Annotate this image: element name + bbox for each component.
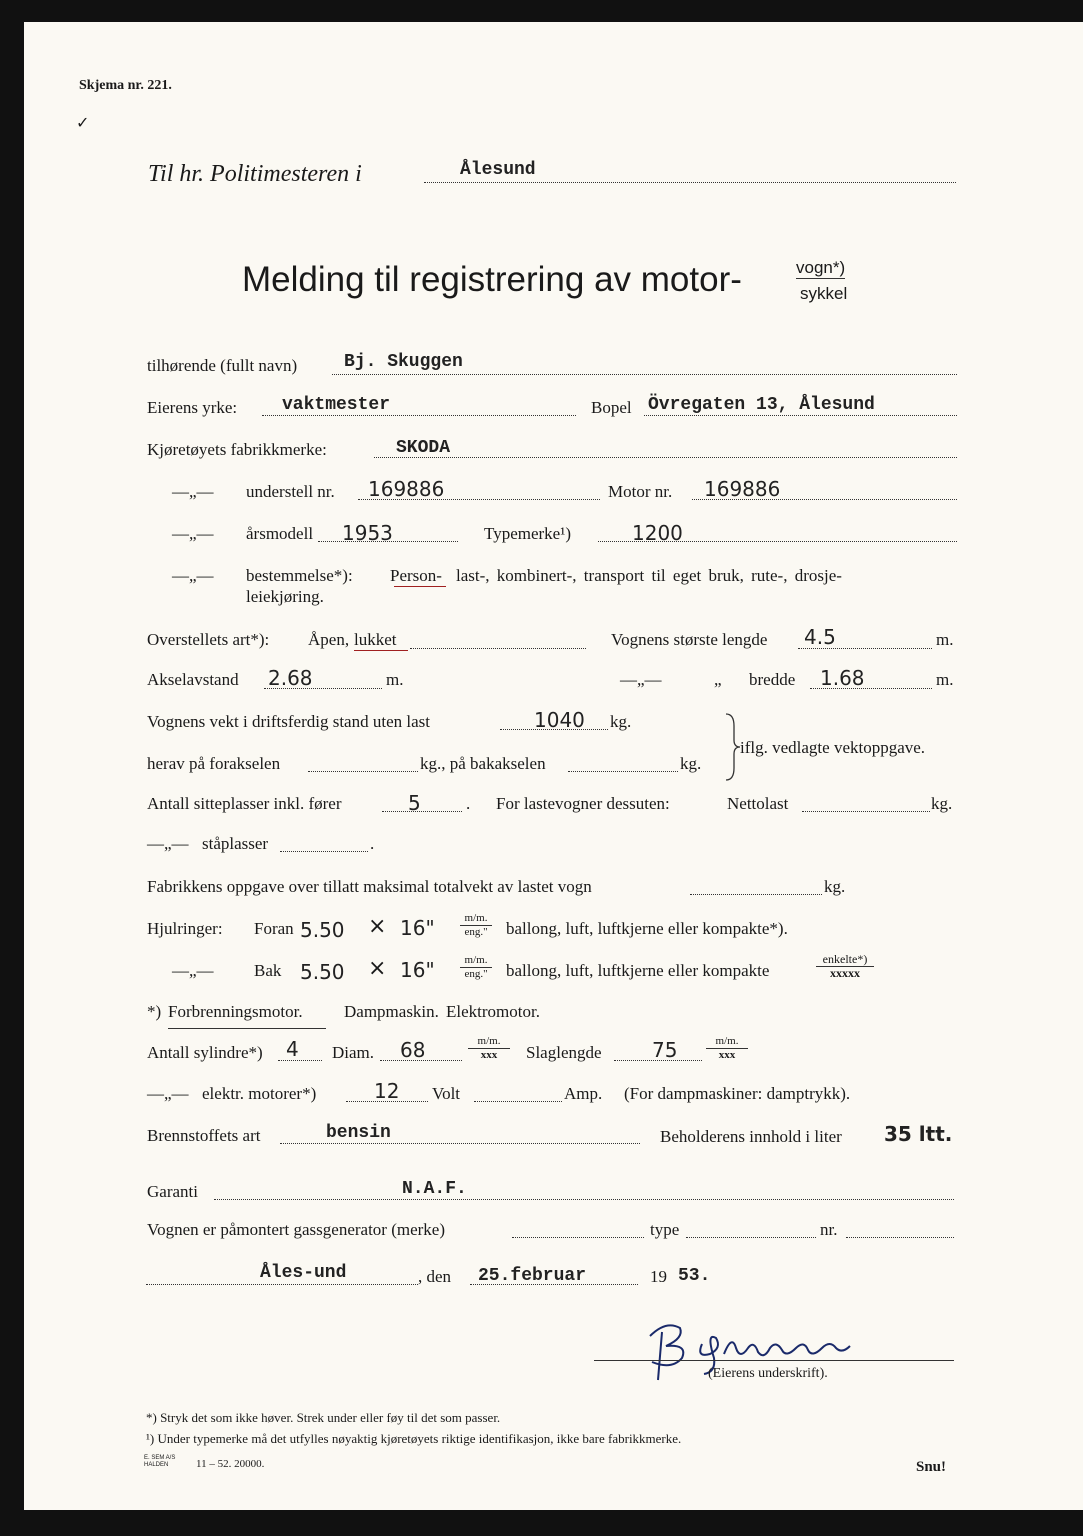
addressee-line	[424, 182, 956, 183]
stroke-unit: m/m. xxx	[706, 1036, 748, 1061]
tires-rear-diam: 16"	[400, 958, 435, 982]
purpose-line2: leiekjøring.	[246, 587, 324, 606]
gas-nr-line	[846, 1237, 954, 1238]
diam-label: Diam.	[332, 1043, 375, 1062]
type-value: 1200	[632, 521, 683, 545]
diam-unit: m/m. xxx	[468, 1036, 510, 1061]
chassis-label: understell nr.	[246, 482, 335, 501]
stroke-label: Slaglengde	[526, 1043, 602, 1062]
owner-line	[332, 374, 957, 375]
body-open: Åpen,	[308, 630, 350, 649]
printer-mark: E. SEM A/S HALDEN	[144, 1455, 176, 1468]
make-label: Kjøretøyets fabrikkmerke:	[147, 440, 327, 459]
gas-type-label: type	[650, 1220, 680, 1239]
guarantee-value: N.A.F.	[402, 1179, 467, 1199]
times-icon: ×	[368, 956, 387, 981]
body-line	[410, 648, 586, 649]
times-icon: ×	[368, 914, 387, 939]
front-axle-label: herav på forakselen	[147, 754, 281, 773]
purpose-underline	[394, 586, 446, 587]
electric-label: elektr. motorer*)	[202, 1084, 317, 1103]
footnote-one: ¹) Under typemerke må det utfylles nøyaktig kjøretøyets riktige identifikasjon, ikke bare fabrikkmerke.	[146, 1431, 682, 1446]
volt-value: 12	[374, 1079, 400, 1103]
net-load-line	[802, 811, 930, 812]
place-value: Åles-und	[260, 1263, 347, 1283]
amp-label: Amp.	[564, 1084, 603, 1103]
occupation-line	[262, 415, 576, 416]
turn-over: Snu!	[916, 1459, 947, 1475]
rear-axle-label: kg., på bakakselen	[420, 754, 546, 773]
engine-electric: Elektromotor.	[446, 1002, 540, 1021]
wheelbase-label: Akselavstand	[147, 670, 239, 689]
seats-label: Antall sitteplasser inkl. fører	[147, 794, 342, 813]
gas-make-line	[512, 1237, 644, 1238]
model-year-value: 1953	[342, 521, 393, 545]
title-sykkel: sykkel	[800, 284, 848, 303]
tires-front-diam: 16"	[400, 916, 435, 940]
stroke-value: 75	[652, 1038, 678, 1062]
cyl-value: 4	[286, 1037, 299, 1061]
ditto-4: —„—	[620, 670, 662, 689]
tires-rear-width: 5.50	[300, 960, 345, 984]
tank-label: Beholderens innhold i liter	[660, 1127, 842, 1146]
occupation-value: vaktmester	[282, 395, 391, 415]
wheelbase-value: 2.68	[268, 666, 313, 690]
year-prefix: 19	[650, 1267, 667, 1286]
gas-type-line	[686, 1237, 816, 1238]
standing-period: .	[370, 834, 375, 853]
max-weight-unit: kg.	[824, 877, 846, 896]
rear-axle-line	[568, 771, 678, 772]
max-weight-line	[690, 894, 822, 895]
chassis-value: 169886	[368, 477, 445, 501]
form-number: Skjema nr. 221.	[79, 78, 172, 93]
amp-line	[474, 1101, 562, 1102]
residence-value: Övregaten 13, Ålesund	[648, 395, 875, 415]
front-axle-line	[308, 771, 418, 772]
width-unit: m.	[936, 670, 954, 689]
footnote-star: *) Stryk det som ikke høver. Strek under eller føy til det som passer.	[146, 1410, 501, 1425]
engine-value: 169886	[704, 477, 781, 501]
weight-note: iflg. vedlagte vektoppgave.	[740, 738, 926, 757]
place-line	[146, 1284, 418, 1285]
purpose-label: bestemmelse*):	[246, 566, 353, 585]
weight-brace	[722, 712, 742, 782]
cyl-line	[278, 1060, 322, 1061]
date-value: 25.februar	[478, 1266, 587, 1286]
length-value: 4.5	[804, 625, 836, 649]
steam-note: (For dampmaskiner: damptrykk).	[624, 1084, 851, 1103]
engine-types-star: *)	[147, 1002, 162, 1021]
tires-label: Hjulringer:	[147, 919, 223, 938]
check-mark: ✓	[76, 115, 90, 132]
purpose-person: Person-	[390, 566, 442, 585]
wheelbase-unit: m.	[386, 670, 404, 689]
fuel-value: bensin	[326, 1123, 391, 1143]
body-closed: lukket	[354, 630, 397, 649]
volt-label: Volt	[432, 1084, 461, 1103]
make-value: SKODA	[396, 438, 451, 458]
form-title: Melding til registrering av motor-	[242, 260, 742, 299]
ditto-1: —„—	[172, 482, 214, 501]
seats-period: .	[466, 794, 471, 813]
seats-line	[382, 811, 462, 812]
form-sheet	[24, 22, 1083, 1510]
owner-label: tilhørende (fullt navn)	[147, 356, 298, 375]
print-code: 11 – 52. 20000.	[196, 1458, 265, 1470]
trucks-label: For lastevogner dessuten:	[496, 794, 670, 813]
make-line	[374, 457, 957, 458]
fuel-line	[280, 1143, 640, 1144]
residence-label: Bopel	[591, 398, 632, 417]
width-value: 1.68	[820, 666, 865, 690]
diam-value: 68	[400, 1038, 426, 1062]
engine-steam: Dampmaskin.	[344, 1002, 439, 1021]
tires-front-label: Foran	[254, 919, 294, 938]
addressee-label: Til hr. Politimesteren i	[148, 161, 362, 187]
standing-line	[280, 851, 368, 852]
standing-label: ståplasser	[202, 834, 269, 853]
tires-rear-types: ballong, luft, luftkjerne eller kompakte	[506, 961, 770, 980]
tires-front-unit: m/m. eng."	[460, 913, 492, 938]
gas-nr-label: nr.	[820, 1220, 838, 1239]
ditto-5: —„—	[147, 834, 189, 853]
tires-rear-label: Bak	[254, 961, 282, 980]
net-load-label: Nettolast	[727, 794, 789, 813]
owner-value: Bj. Skuggen	[344, 352, 463, 372]
net-load-unit: kg.	[931, 794, 953, 813]
max-weight-label: Fabrikkens oppgave over tillatt maksimal totalvekt av lastet vogn	[147, 877, 592, 896]
rear-axle-unit: kg.	[680, 754, 702, 773]
weight-unit: kg.	[610, 712, 632, 731]
guarantee-line	[214, 1199, 954, 1200]
combustion-underline	[168, 1028, 326, 1029]
cyl-label: Antall sylindre*)	[147, 1043, 263, 1062]
den-label: , den	[418, 1267, 452, 1286]
single-fraction: enkelte*) xxxxx	[816, 954, 874, 979]
model-year-label: årsmodell	[246, 524, 314, 543]
tires-front-types: ballong, luft, luftkjerne eller kompakte*).	[506, 919, 788, 938]
length-label: Vognens største lengde	[611, 630, 768, 649]
engine-combustion: Forbrenningsmotor.	[168, 1002, 303, 1021]
guarantee-label: Garanti	[147, 1182, 198, 1201]
ditto-3: —„—	[172, 566, 214, 585]
year-value: 53.	[678, 1266, 711, 1286]
type-label: Typemerke¹)	[484, 524, 571, 543]
addressee-value: Ålesund	[460, 160, 536, 180]
signature-label: (Eierens underskrift).	[708, 1366, 828, 1381]
weight-value: 1040	[534, 708, 585, 732]
signature-line	[594, 1360, 954, 1361]
seats-value: 5	[408, 791, 421, 815]
tank-value: 35 ltt.	[884, 1122, 953, 1146]
width-label: bredde	[749, 670, 796, 689]
length-unit: m.	[936, 630, 954, 649]
title-vogn: vogn*)	[796, 258, 846, 277]
gas-label: Vognen er påmontert gassgenerator (merke)	[147, 1220, 446, 1239]
body-underline	[354, 650, 408, 651]
residence-line	[644, 415, 957, 416]
tires-front-width: 5.50	[300, 918, 345, 942]
ditto-2: —„—	[172, 524, 214, 543]
occupation-label: Eierens yrke:	[147, 398, 238, 417]
purpose-rest: last-, kombinert-, transport til eget bruk, rute-, drosje-	[456, 566, 842, 585]
engine-label: Motor nr.	[608, 482, 673, 501]
width-quote: „	[714, 670, 722, 689]
tires-rear-unit: m/m. eng."	[460, 955, 492, 980]
body-label: Overstellets art*):	[147, 630, 270, 649]
ditto-7: —„—	[147, 1084, 189, 1103]
fuel-label: Brennstoffets art	[147, 1126, 261, 1145]
weight-label: Vognens vekt i driftsferdig stand uten last	[147, 712, 430, 731]
ditto-6: —„—	[172, 961, 214, 980]
